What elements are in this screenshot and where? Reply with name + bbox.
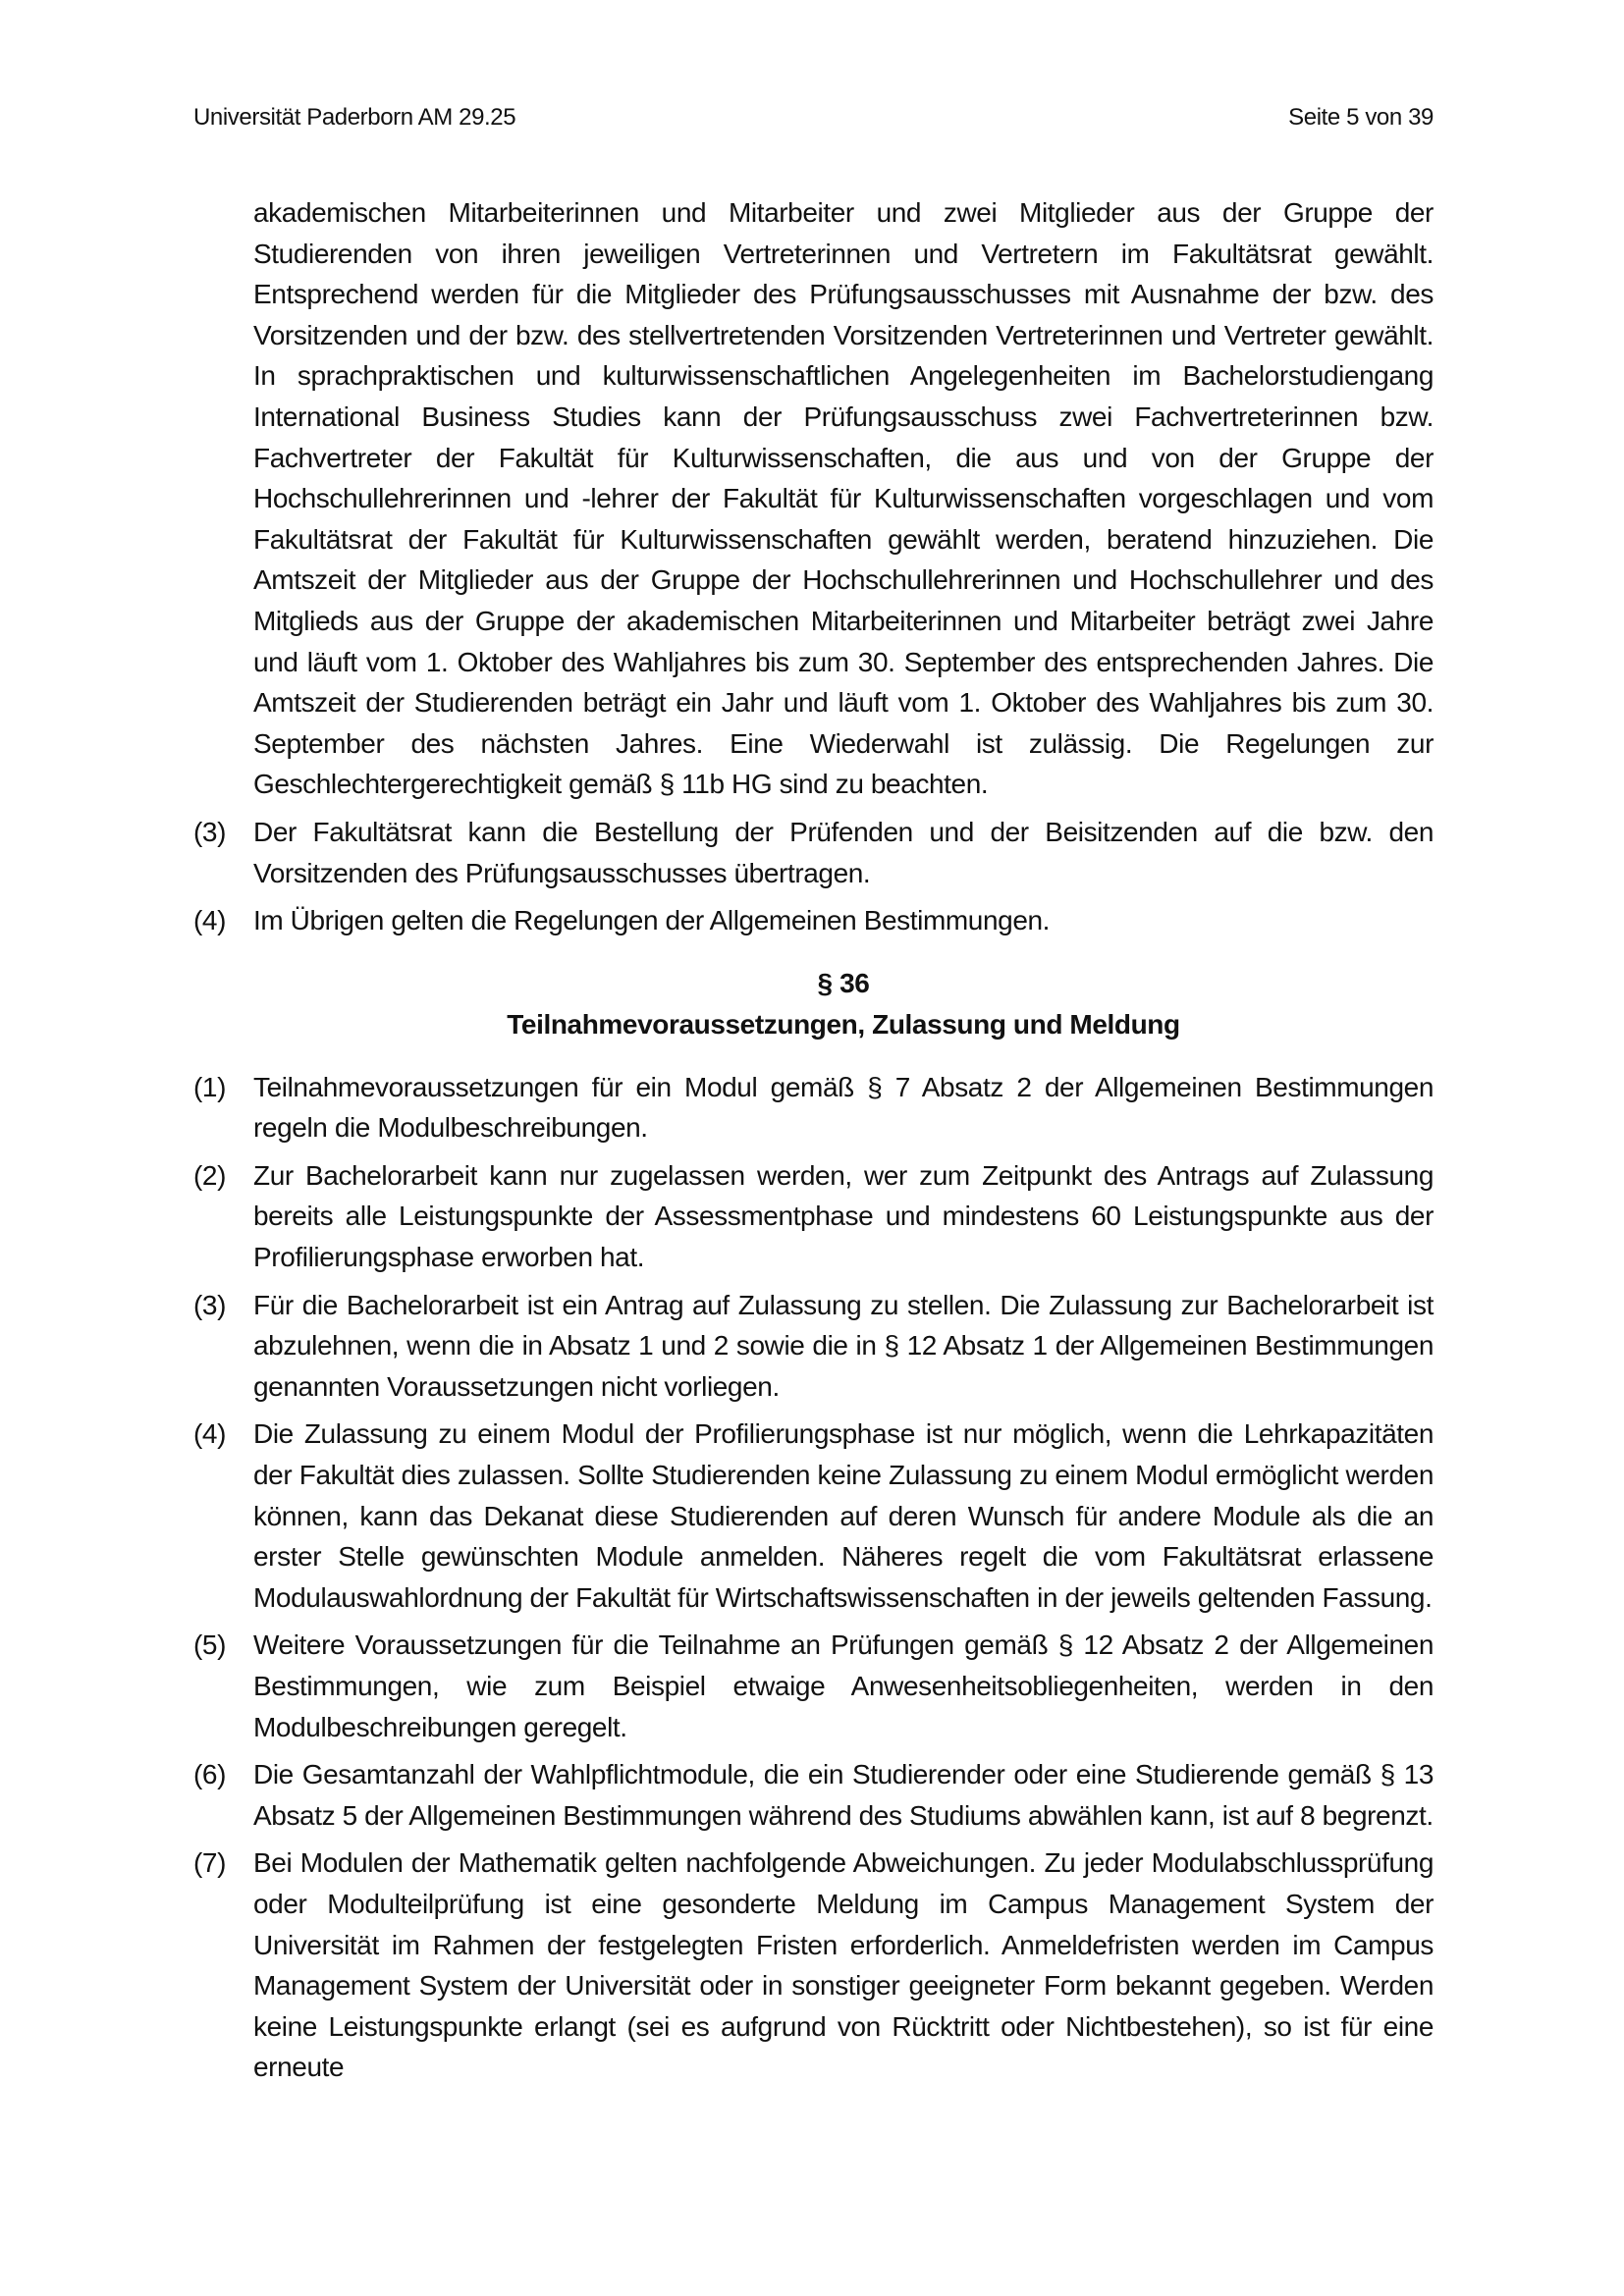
item-number: (3) bbox=[193, 1289, 227, 1320]
list-item bbox=[193, 1155, 1434, 1278]
item-number: (3) bbox=[193, 816, 227, 847]
item-text: Weitere Voraussetzungen für die Teilnahme an Prüfungen gemäß § 12 Absatz 2 der Allgemeinen Bestimmungen, wie zum Beispiel etwaige Anwesenheitsobliegenheiten, werden in den Modulbeschreibungen geregelt. bbox=[253, 1629, 1434, 1742]
list-item bbox=[193, 1842, 1434, 2088]
section-number: § 36 bbox=[817, 967, 870, 998]
section-title: Teilnahmevoraussetzungen, Zulassung und Meldung bbox=[507, 1008, 1180, 1040]
item-number: (5) bbox=[193, 1629, 227, 1661]
page-content bbox=[193, 192, 1434, 2088]
list-item bbox=[193, 1625, 1434, 1747]
item-number: (6) bbox=[193, 1759, 227, 1790]
header-institution: Universität Paderborn AM 29.25 bbox=[193, 104, 516, 131]
list-item bbox=[193, 1285, 1434, 1408]
list-item bbox=[193, 900, 1434, 941]
list-item bbox=[193, 1754, 1434, 1836]
item-number: (2) bbox=[193, 1159, 227, 1191]
item-text: Bei Modulen der Mathematik gelten nachfolgende Abweichungen. Zu jeder Modulabschlussprüfung oder Modulteilprüfung ist eine gesonderte Meldung im Campus Management System der Universität im Rahmen der festgelegten Fristen erforderlich. Anmeldefristen werden im Campus Management System der Universität oder in sonstiger geeigneter Form bekannt gegeben. Werden keine Leistungspunkte erlangt (sei es aufgrund von Rücktritt oder Nichtbestehen), so ist für eine erneute bbox=[253, 1847, 1434, 2083]
list-item bbox=[193, 812, 1434, 893]
item-text: Die Zulassung zu einem Modul der Profilierungsphase ist nur möglich, wenn die Lehrkapazitäten der Fakultät dies zulassen. Sollte Studierenden keine Zulassung zu einem Modul ermöglicht werden können, kann das Dekanat diese Studierenden auf deren Wunsch für andere Module als die an erster Stelle gewünschten Module anmelden. Näheres regelt die vom Fakultätsrat erlassene Modulauswahlordnung der Fakultät für Wirtschaftswissenschaften in der jeweils geltenden Fassung. bbox=[253, 1418, 1434, 1613]
list-item bbox=[193, 1414, 1434, 1618]
page-header bbox=[193, 104, 1434, 132]
item-number: (4) bbox=[193, 1418, 227, 1450]
item-text: Die Gesamtanzahl der Wahlpflichtmodule, die ein Studierender oder eine Studierende gemäß § 13 Absatz 5 der Allgemeinen Bestimmungen während des Studiums abwählen kann, ist auf 8 begrenzt. bbox=[253, 1759, 1434, 1831]
header-page-number: Seite 5 von 39 bbox=[1288, 104, 1434, 131]
continued-paragraph: akademischen Mitarbeiterinnen und Mitarbeiter und zwei Mitglieder aus der Gruppe der Studierenden von ihren jeweiligen Vertreterinnen und Vertretern im Fakultätsrat gewählt. Entsprechend werden für die Mitglieder des Prüfungsausschusses mit Ausnahme der bzw. des Vorsitzenden und der bzw. des stellvertretenden Vorsitzenden Vertreterinnen und Vertreter gewählt. In sprachpraktischen und kulturwissenschaftlichen Angelegenheiten im Bachelorstudiengang International Business Studies kann der Prüfungsausschuss zwei Fachvertreterinnen bzw. Fachvertreter der Fakultät für Kulturwissenschaften, die aus und von der Gruppe der Hochschullehrerinnen und -lehrer der Fakultät für Kulturwissenschaften vorgeschlagen und vom Fakultätsrat der Fakultät für Kulturwissenschaften gewählt werden, beratend hinzuziehen. Die Amtszeit der Mitglieder aus der Gruppe der Hochschullehrerinnen und Hochschullehrer und des Mitglieds aus der Gruppe der akademischen Mitarbeiterinnen und Mitarbeiter beträgt zwei Jahre und läuft vom 1. Oktober des Wahljahres bis zum 30. September des entsprechenden Jahres. Die Amtszeit der Studierenden beträgt ein Jahr und läuft vom 1. Oktober des Wahljahres bis zum 30. September des nächsten Jahres. Eine Wiederwahl ist zulässig. Die Regelungen zur Geschlechtergerechtigkeit gemäß § 11b HG sind zu beachten. bbox=[253, 197, 1434, 800]
item-text: Der Fakultätsrat kann die Bestellung der Prüfenden und der Beisitzenden auf die bzw. den Vorsitzenden des Prüfungsausschusses übertragen. bbox=[253, 816, 1434, 888]
item-number: (4) bbox=[193, 905, 227, 936]
item-number: (7) bbox=[193, 1847, 227, 1879]
item-text: Für die Bachelorarbeit ist ein Antrag auf Zulassung zu stellen. Die Zulassung zur Bachelorarbeit ist abzulehnen, wenn die in Absatz 1 und 2 sowie die in § 12 Absatz 1 der Allgemeinen Bestimmungen genannten Voraussetzungen nicht vorliegen. bbox=[253, 1289, 1434, 1402]
item-number: (1) bbox=[193, 1071, 227, 1102]
item-text: Im Übrigen gelten die Regelungen der Allgemeinen Bestimmungen. bbox=[253, 905, 1051, 936]
section-heading bbox=[193, 963, 1434, 1045]
item-text: Teilnahmevoraussetzungen für ein Modul gemäß § 7 Absatz 2 der Allgemeinen Bestimmungen regeln die Modulbeschreibungen. bbox=[253, 1071, 1434, 1144]
item-text: Zur Bachelorarbeit kann nur zugelassen werden, wer zum Zeitpunkt des Antrags auf Zulassung bereits alle Leistungspunkte der Assessmentphase und mindestens 60 Leistungspunkte aus der Profilierungsphase erworben hat. bbox=[253, 1159, 1434, 1273]
list-item bbox=[193, 1067, 1434, 1148]
